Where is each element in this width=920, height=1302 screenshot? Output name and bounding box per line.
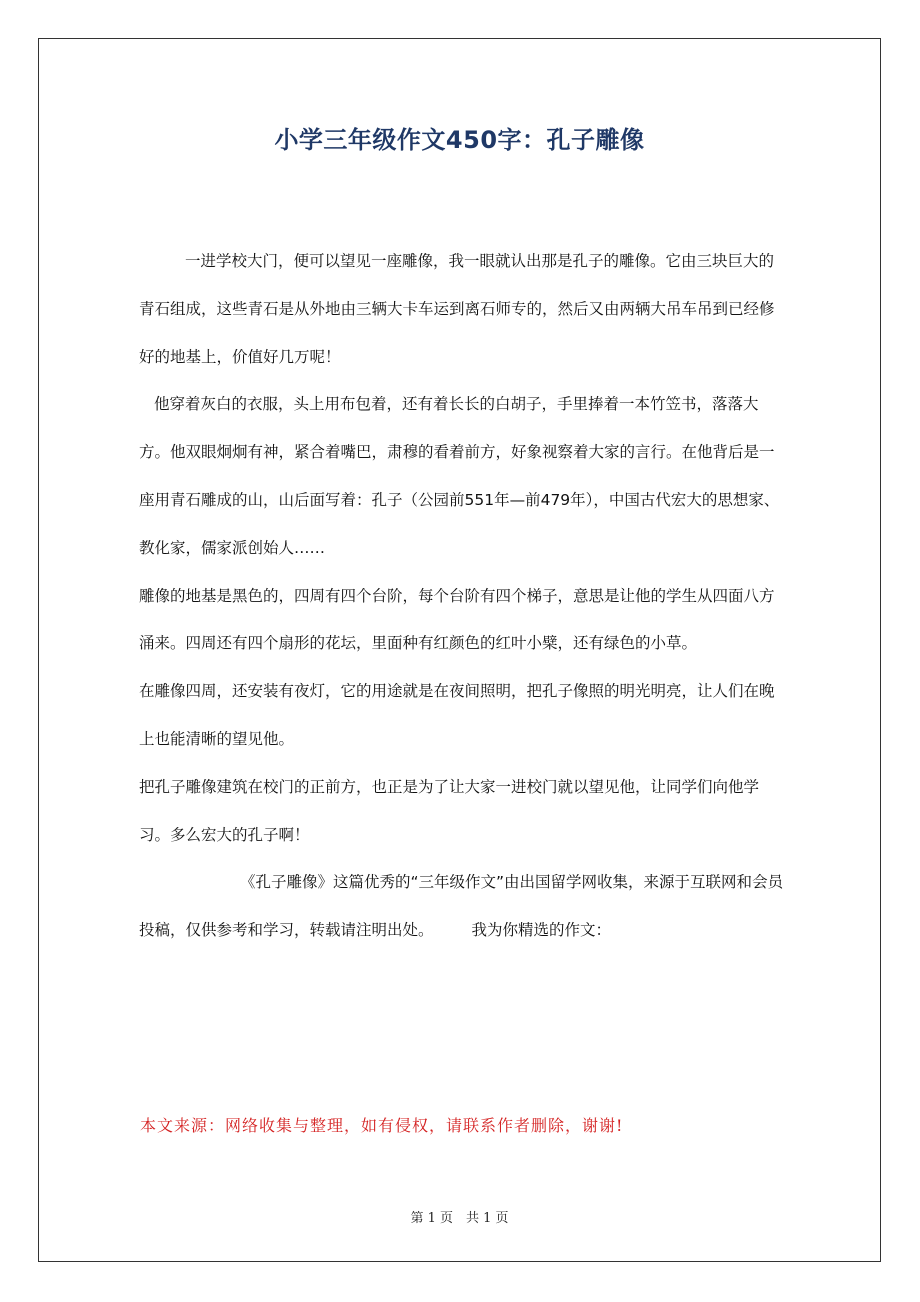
paragraph-3: 雕像的地基是黑色的，四周有四个台阶，每个台阶有四个梯子，意思是让他的学生从四面八方涌来。四周还有四个扇形的花坛，里面种有红颜色的红叶小檗，还有绿色的小草。	[139, 586, 775, 653]
paragraph-2: 他穿着灰白的衣服，头上用布包着，还有着长长的白胡子，手里捧着一本竹笠书，落落大方。他双眼炯炯有神，紧合着嘴巴，肃穆的看着前方，好象视察着大家的言行。在他背后是一座用青石雕成的山，山后面写着：孔子（公园前551年—前479年），中国古代宏大的思想家、教化家，儒家派创始人……	[139, 395, 780, 557]
source-notice: 本文来源：网络收集与整理，如有侵权，请联系作者删除，谢谢!	[140, 1116, 624, 1135]
paragraph-1: 一进学校大门，便可以望见一座雕像，我一眼就认出那是孔子的雕像。它由三块巨大的青石组成，这些青石是从外地由三辆大卡车运到离石师专的，然后又由两辆大吊车吊到已经修好的地基上，价值好几万呢！	[139, 252, 775, 366]
closing-tail: 我为你精选的作文：	[471, 921, 612, 940]
closing-paragraph	[139, 859, 789, 955]
paragraph-5: 把孔子雕像建筑在校门的正前方，也正是为了让大家一进校门就以望见他，让同学们向他学习。多么宏大的孔子啊！	[139, 777, 760, 844]
page-footer: 第 1 页 共 1 页	[410, 1211, 509, 1226]
closing-note: 《孔子雕像》这篇优秀的“三年级作文”由出国留学网收集，来源于互联网和会员投稿，仅供参考和学习，转载请注明出处。	[139, 873, 784, 940]
paragraph-4: 在雕像四周，还安装有夜灯，它的用途就是在夜间照明，把孔子像照的明光明亮，让人们在晚上也能清晰的望见他。	[139, 682, 775, 748]
article-body	[139, 238, 789, 955]
document-title: 小学三年级作文450字：孔子雕像	[274, 126, 645, 154]
